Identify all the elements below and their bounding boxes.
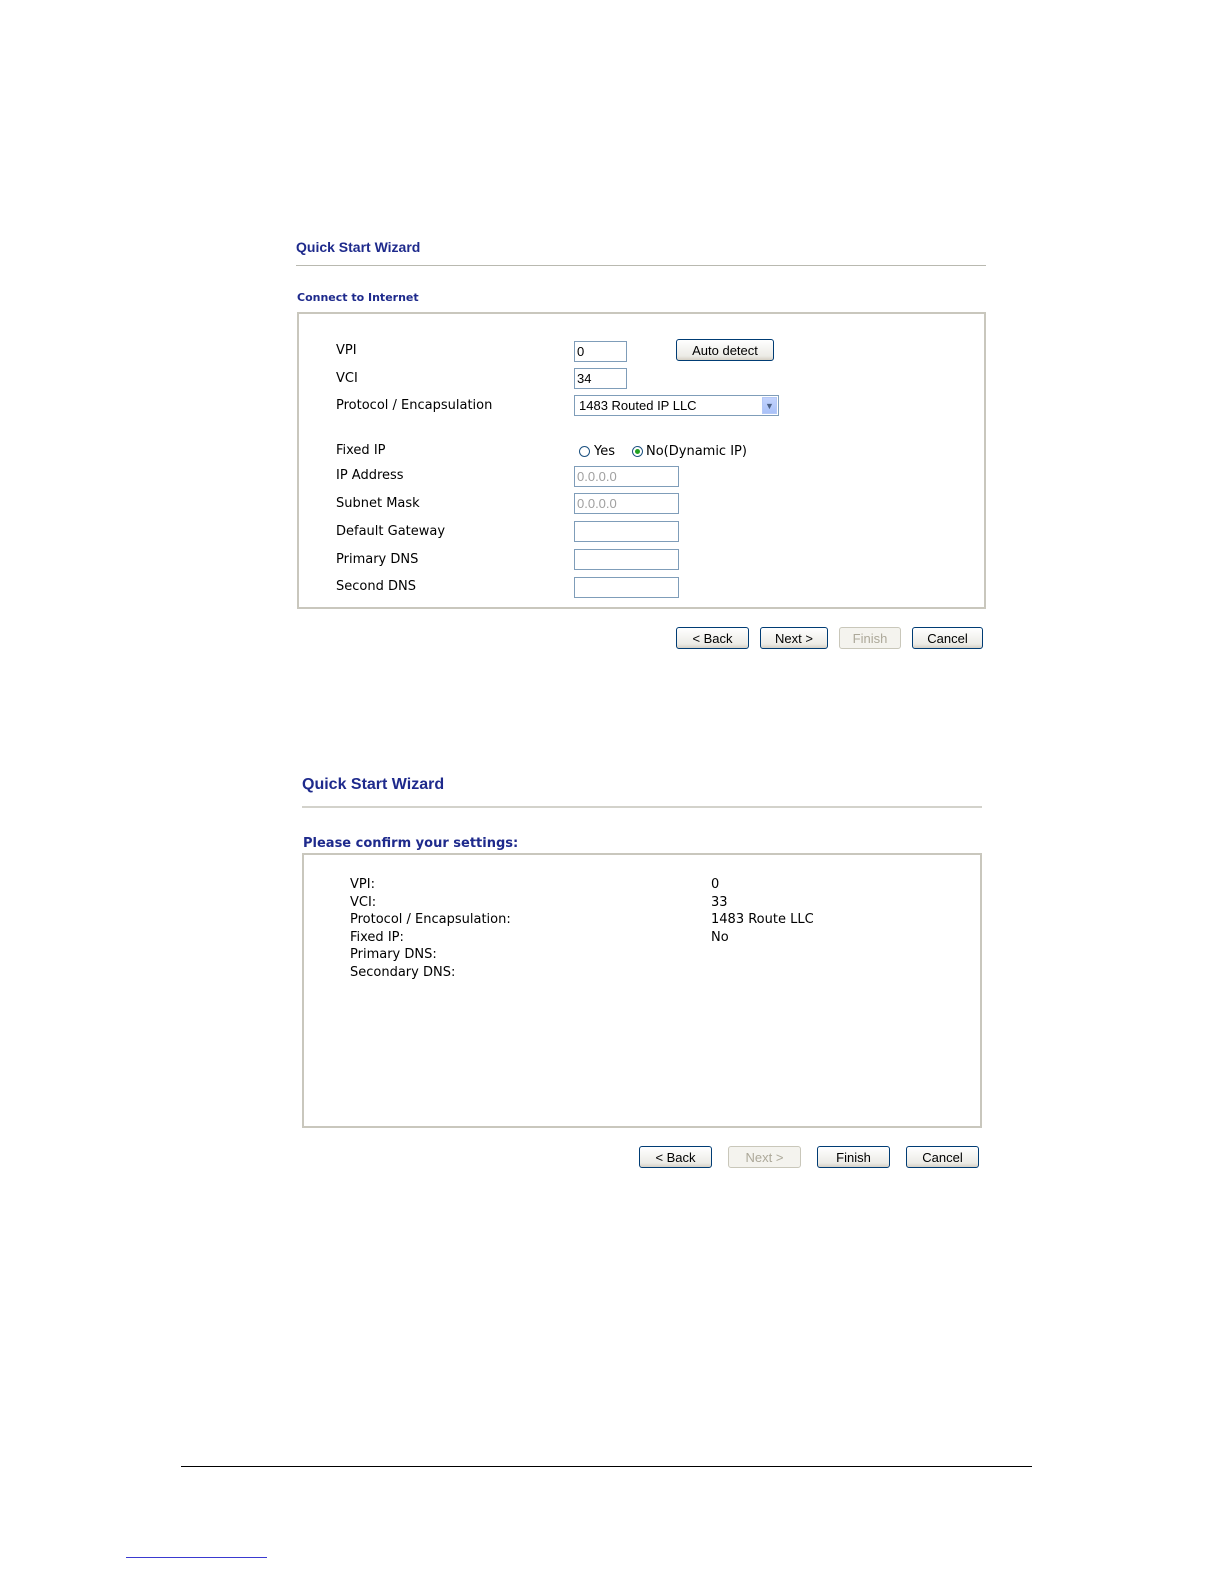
ip-address-label: IP Address (336, 468, 404, 483)
wizard1-cancel-button[interactable]: Cancel (912, 627, 983, 649)
wizard2-back-button[interactable]: < Back (639, 1146, 712, 1168)
subnet-mask-label: Subnet Mask (336, 496, 420, 511)
wizard2-cancel-button[interactable]: Cancel (906, 1146, 979, 1168)
wizard1-next-button[interactable]: Next > (760, 627, 828, 649)
second-dns-label: Second DNS (336, 579, 416, 594)
wizard2-section-title: Please confirm your settings: (303, 836, 519, 851)
wizard2-finish-button[interactable]: Finish (817, 1146, 890, 1168)
fixed-ip-label: Fixed IP (336, 443, 386, 458)
confirm-label-primary-dns: Primary DNS: (350, 947, 437, 962)
radio-selected-dot (635, 449, 640, 454)
default-gateway-input[interactable] (574, 521, 679, 542)
vci-input[interactable]: 34 (574, 368, 627, 389)
fixed-ip-no-label: No(Dynamic IP) (646, 444, 747, 459)
primary-dns-label: Primary DNS (336, 552, 419, 567)
auto-detect-button[interactable]: Auto detect (676, 339, 774, 361)
wizard2-panel (302, 853, 982, 1128)
vci-label: VCI (336, 371, 358, 386)
page-footer-link-underline (126, 1557, 267, 1558)
default-gateway-label: Default Gateway (336, 524, 446, 539)
wizard1-finish-button[interactable]: Finish (839, 627, 901, 649)
confirm-label-fixed-ip: Fixed IP: (350, 930, 404, 945)
protocol-select[interactable] (574, 395, 779, 416)
fixed-ip-no-radio[interactable] (632, 446, 643, 457)
confirm-label-secondary-dns: Secondary DNS: (350, 965, 456, 980)
wizard1-title: Quick Start Wizard (296, 239, 421, 255)
wizard2-title-rule (302, 806, 982, 808)
fixed-ip-yes-radio[interactable] (579, 446, 590, 457)
chevron-down-icon[interactable]: ▼ (762, 397, 777, 414)
confirm-label-protocol: Protocol / Encapsulation: (350, 912, 511, 927)
wizard1-title-rule (296, 265, 986, 266)
wizard1-back-button[interactable]: < Back (676, 627, 749, 649)
confirm-label-vci: VCI: (350, 895, 377, 910)
protocol-label: Protocol / Encapsulation (336, 398, 493, 413)
wizard2-next-button[interactable]: Next > (728, 1146, 801, 1168)
confirm-label-vpi: VPI: (350, 877, 375, 892)
ip-address-input[interactable]: 0.0.0.0 (574, 466, 679, 487)
subnet-mask-input[interactable]: 0.0.0.0 (574, 493, 679, 514)
confirm-value-vpi: 0 (711, 877, 720, 892)
protocol-select-value: 1483 Routed IP LLC (579, 398, 697, 413)
vpi-label: VPI (336, 343, 357, 358)
page-footer-rule (181, 1466, 1032, 1467)
wizard2-title: Quick Start Wizard (302, 776, 445, 793)
wizard1-section-title: Connect to Internet (297, 291, 419, 304)
confirm-value-protocol: 1483 Route LLC (711, 912, 814, 927)
confirm-value-vci: 33 (711, 895, 728, 910)
vpi-input[interactable]: 0 (574, 341, 627, 362)
fixed-ip-yes-label: Yes (594, 444, 615, 459)
primary-dns-input[interactable] (574, 549, 679, 570)
confirm-value-fixed-ip: No (711, 930, 729, 945)
second-dns-input[interactable] (574, 577, 679, 598)
